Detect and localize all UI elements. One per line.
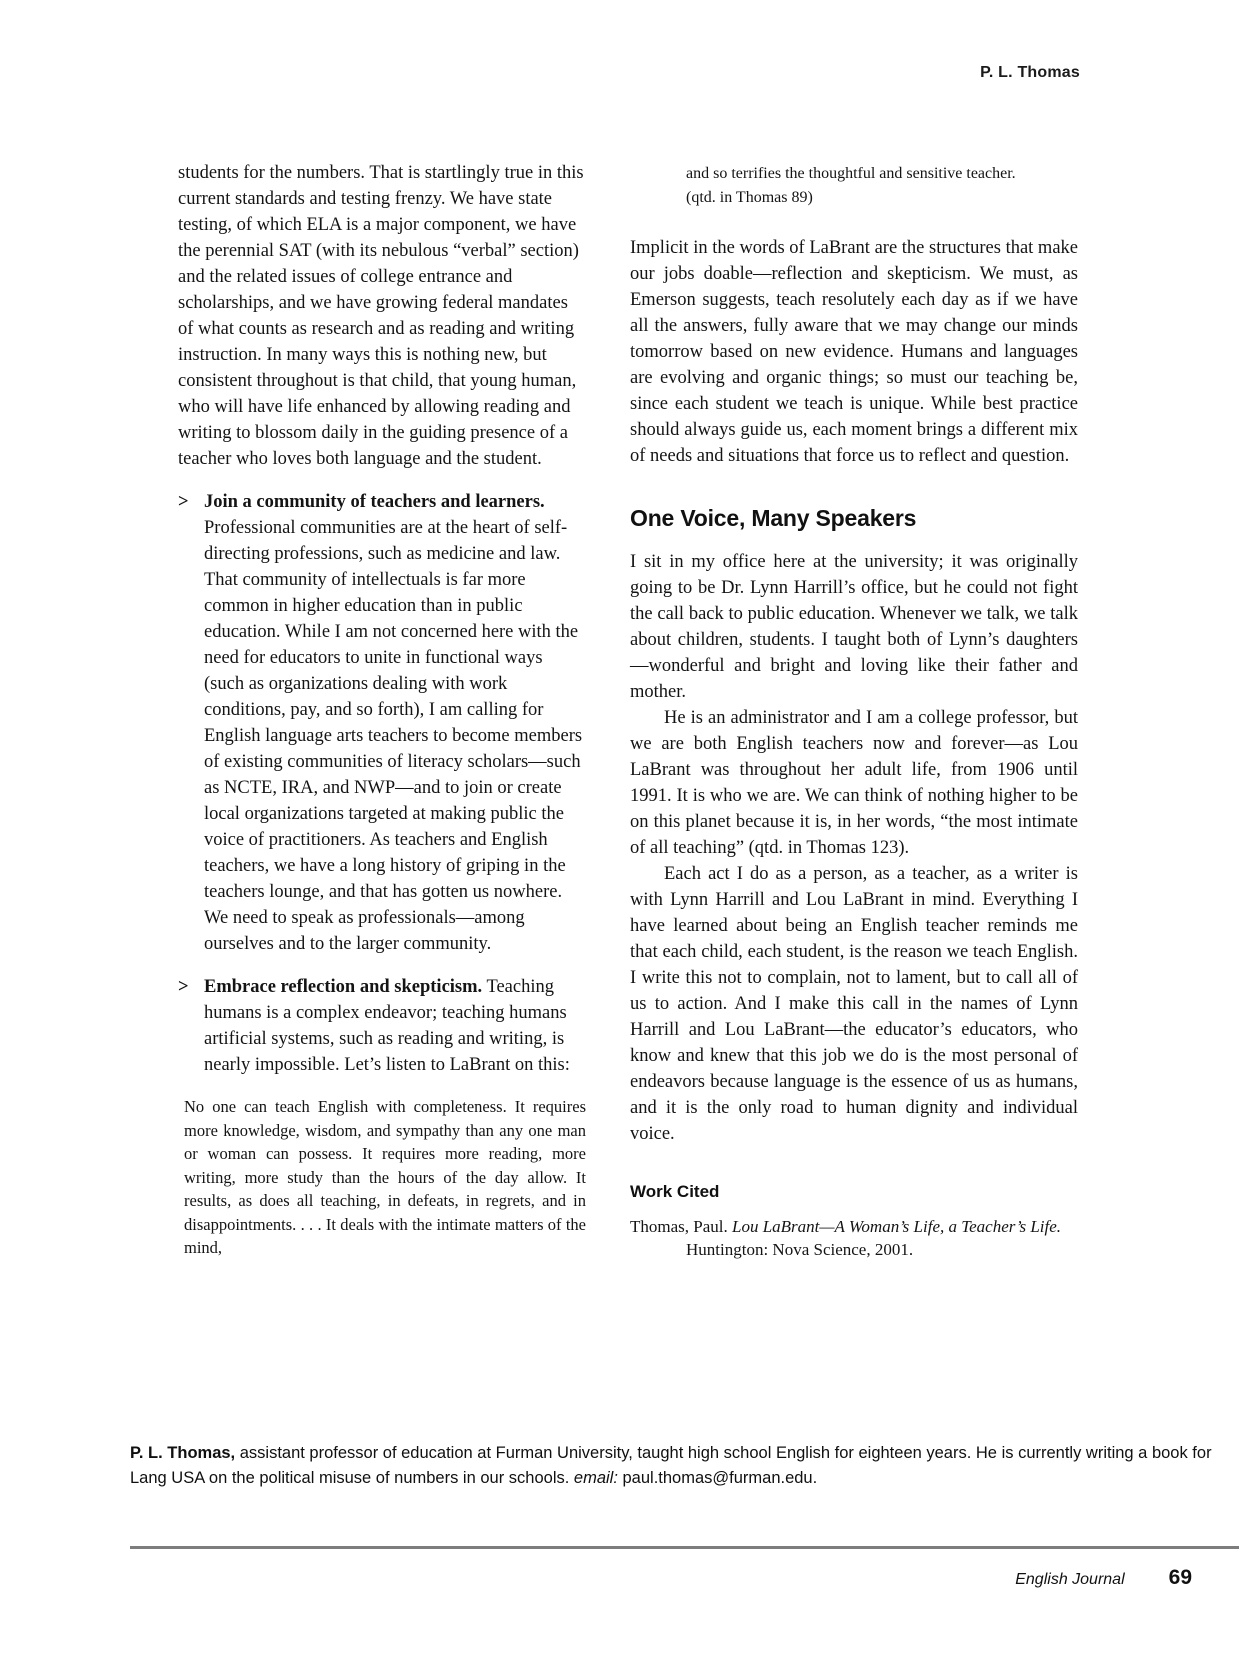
paragraph-each-act: Each act I do as a person, as a teacher, as a writer is with Lynn Harrill and Lou LaBrant in mind. Everything I have learned about being an English teacher reminds me that each child, each student, is the reason we teach English. I write this not to complain, not to lament, but to call all of us to action. And I make this call in the names of Lynn Harrill and Lou LaBrant—the educator’s educators, who know and knew that this job we do is the most personal of endeavors because language is the essence of us as humans, and it is the only road to human dignity and individual voice. [630, 864, 1078, 1144]
section-heading: One Voice, Many Speakers [630, 505, 917, 531]
block-quote-continuation: and so terrifies the thoughtful and sensitive teacher. [686, 165, 1016, 182]
bullet-marker: > [178, 492, 189, 512]
bio-email-address: paul.thomas@furman.edu. [617, 1469, 818, 1487]
bullet-item-embrace-reflection [178, 974, 586, 1078]
bullet-text: Professional communities are at the heart of self-directing professions, such as medicine and law. That community of intellectuals is far more common in higher education than in public education. While I am not concerned here with the need for educators to unite in functional ways (such as organizations dealing with work conditions, pay, and so forth), I am calling for English language arts teachers to become members of existing communities of literacy scholars—such as NCTE, IRA, and NWP—and to join or create local organizations targeted at making public the voice of practitioners. As teachers and English teachers, we have a long history of griping in the teachers lounge, and that has gotten us nowhere. We need to speak as professionals—among ourselves and to the larger community. [204, 518, 583, 954]
right-column [630, 160, 1078, 1261]
paragraph-office: I sit in my office here at the university; it was originally going to be Dr. Lynn Harrill’s office, but he could not fight the call back to public education. Whenever we talk, we talk about children, students. I taught both of Lynn’s daughters—wonderful and bright and loving like their father and mother. [630, 552, 1078, 702]
bio-text: assistant professor of education at Furman University, taught high school English for eighteen years. He is currently writing a book for Lang USA on the political misuse of numbers in our schools. [130, 1444, 1212, 1487]
footer-divider-rule [130, 1546, 1239, 1549]
work-cited-heading: Work Cited [630, 1182, 720, 1201]
bullet-body [204, 489, 586, 957]
bio-email-label: email: [573, 1469, 618, 1487]
bullet-item-join-community [178, 489, 586, 957]
bullet-lead: Embrace reflection and skepticism. [204, 977, 483, 997]
citation-author: Thomas, Paul. [630, 1217, 732, 1236]
quote-attribution: (qtd. in Thomas 89) [686, 188, 813, 206]
journal-name: English Journal [1015, 1571, 1125, 1588]
page-number: 69 [1168, 1566, 1192, 1589]
citation-publisher: Huntington: Nova Science, 2001. [686, 1240, 914, 1259]
citation-entry [630, 1215, 1078, 1261]
two-column-body [178, 160, 1078, 1261]
paragraph-implicit: Implicit in the words of LaBrant are the structures that make our jobs doable—reflection and skepticism. We must, as Emerson suggests, teach resolutely each day as if we have all the answers, fully aware that we may change our minds tomorrow based on new evidence. Humans and languages are evolving and organic things; so must our teaching be, since each student we teach is unique. While best practice should always guide us, each moment brings a different mix of needs and situations that force us to reflect and question. [630, 238, 1078, 466]
bullet-lead: Join a community of teachers and learners. [204, 492, 545, 512]
labrant-block-quote: No one can teach English with completeness. It requires more knowledge, wisdom, and sympathy than any one man or woman can possess. It requires more reading, more writing, more study than the hours of the day allow. It results, as does all teaching, in defeats, in regrets, and in disappointments. . . . It deals with the intimate matters of the mind, [184, 1097, 586, 1257]
bullet-marker: > [178, 977, 189, 997]
bullet-text: Teaching humans is a complex endeavor; teaching humans artificial systems, such as reading and writing, is nearly impossible. Let’s listen to LaBrant on this: [204, 977, 570, 1075]
citation-title: Lou LaBrant—A Woman’s Life, a Teacher’s Life. [732, 1217, 1062, 1236]
page-footer [0, 1566, 1192, 1590]
bullet-body [204, 974, 586, 1078]
running-head-author: P. L. Thomas [980, 64, 1080, 81]
left-column [178, 160, 586, 1261]
bio-author-name: P. L. Thomas, [130, 1444, 236, 1462]
paragraph-administrator: He is an administrator and I am a college professor, but we are both English teachers now and forever—as Lou LaBrant was throughout her adult life, from 1906 until 1991. It is who we are. We can think of nothing higher to be on this planet because it is, in her words, “the most intimate of all teaching” (qtd. in Thomas 123). [630, 708, 1078, 858]
author-bio [130, 1441, 1216, 1491]
continued-paragraph: students for the numbers. That is startlingly true in this current standards and testing frenzy. We have state testing, of which ELA is a major component, we have the perennial SAT (with its nebulous “verbal” section) and the related issues of college entrance and scholarships, and we have growing federal mandates of what counts as research and as reading and writing instruction. In many ways this is nothing new, but consistent throughout is that child, that young human, who will have life enhanced by allowing reading and writing to blossom daily in the guiding presence of a teacher who loves both language and the student. [178, 163, 584, 469]
